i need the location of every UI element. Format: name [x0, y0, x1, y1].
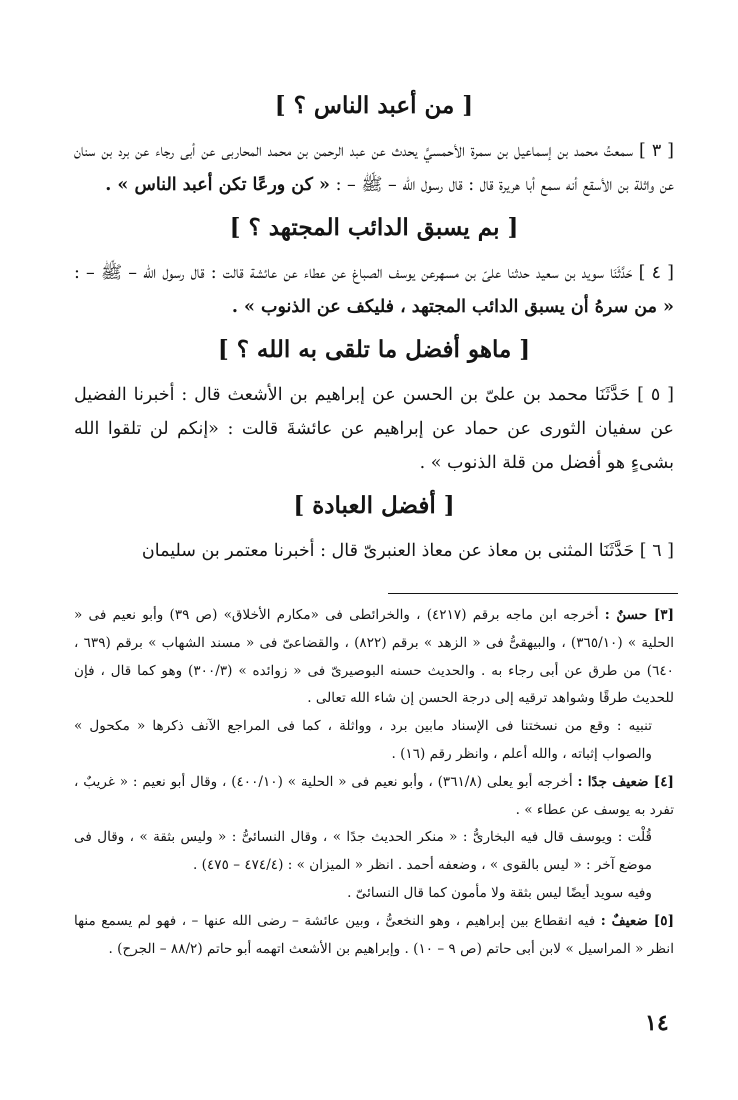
footnote-4-comment: قُلْت : ويوسف قال فيه البخارىُّ : « منكر الحديث جدًا » ، وقال النسائىُّ : « وليس بثقة » ، وقال فى موضع آخر : « ليس بالقوى » ، وضعفه أحمد . انظر « الميزان » : (٤٧٤/٤ – ٤٧٥) . [74, 829, 652, 874]
footnote-3-grade: [٣] حسنٌ : [604, 607, 675, 623]
footnote-4-grade: [٤] ضعيف جدًا : [577, 773, 674, 790]
footnote-3-notice: تنبيه : وقع من نسختنا فى الإسناد مابين برد ، وواثلة ، كما فى المراجع الآنف ذكرها « مكحول » والصواب إثباته ، والله أعلم ، وانظر رقم (١٦) . [74, 718, 652, 762]
section-heading-2: [ بم يسبق الدائب المجتهد ؟ ] [229, 214, 519, 241]
hadith-4-saying: « من سرهُ أن يسبق الدائب المجتهد ، فليكف عن الذنوب » . [231, 297, 674, 317]
footnote-4 [74, 769, 674, 825]
hadith-6: [ ٦ ] حَدَّثَنَا المثنى بن معاذ عن معاذ العنبرىّ قال : أخبرنا معتمر بن سليمان [141, 541, 674, 561]
hadith-3-chain: [ ٣ ] سمعتُ محمد بن إسماعيل بن سمرة الأحمسيَّ يحدث عن عبد الرحمن بن محمد المحاربى عن أبى رجاء عن برد بن سنان عن واثلة بن الأسقع أنه سمع أبا هريرة قال : قال رسول الله – ﷺ – : [74, 141, 675, 195]
footnotes [74, 602, 674, 963]
section-heading-1: [ من أعبد الناس ؟ ] [274, 92, 474, 119]
section-heading-3: [ ماهو أفضل ما تلقى به الله ؟ ] [217, 336, 531, 363]
footnote-5-text: فيه انقطاع بين إبراهيم ، وهو النخعىُّ ، وبين عائشة – رضى الله عنها – ، فهو لم يسمع منها انظر « المراسيل » لابن أبى حاتم (ص ٩ – ١٠) . وإبراهيم بن الأشعث اتهمه أبو حاتم (٨٨/٢ – الجرح) . [74, 912, 674, 957]
main-text [74, 80, 674, 570]
hadith-5: [ ٥ ] حَدَّثَنَا محمد بن علىّ بن الحسن عن إبراهيم بن الأشعث قال : أخبرنا الفضيل عن سفيان الثورى عن حماد عن إبراهيم عن عائشةَ قالت : «إنكم لن تلقوا الله بشىءٍ هو أفضل من قلة الذنوب » . [74, 385, 674, 473]
footnote-3-text: أخرجه ابن ماجه برقم (٤٢١٧) ، والخرائطى فى «مكارم الأخلاق» (ص ٣٩) وأبو نعيم فى « الحلية » (٣٦٥/١٠) ، والبيهقىُّ فى « الزهد » برقم (٨٢٢) ، والقضاعىّ فى « مسند الشهاب » برقم (٦٣٩ ، ٦٤٠) من طرق عن أبى رجاء به . والحديث حسنه البوصيرىّ فى « زوائده » (٣٠٠/٣) وهو كما قال ، فإن للحديث طرقًا وشواهد ترقيه إلى درجة الحسن إن شاء الله تعالى . [74, 607, 674, 707]
hadith-4 [74, 256, 674, 324]
footnote-3 [74, 602, 674, 713]
page-number: ١٤ [645, 1010, 669, 1036]
footnote-5 [74, 908, 674, 964]
hadith-4-chain: [ ٤ ] حَدَّثَنَا سويد بن سعيد حدثنا علىّ بن مسهرعن يوسف الصباغ عن عطاء عن عائشة قالت : قال رسول الله – ﷺ – : [74, 263, 674, 283]
footnote-5-grade: [٥] ضعيفٌ : [600, 912, 674, 929]
footnote-divider [388, 593, 678, 594]
hadith-3 [74, 134, 674, 202]
section-heading-4: [ أفضل العبادة ] [293, 492, 455, 519]
hadith-3-saying: « كن ورعًا تكن أعبد الناس » . [105, 175, 330, 195]
footnote-4-text: أخرجه أبو يعلى (٣٦١/٨) ، وأبو نعيم فى « الحلية » (٤٠٠/١٠) ، وقال أبو نعيم : « غريبٌ ، تفرد به يوسف عن عطاء » . [74, 773, 674, 818]
footnote-4-suwayd: وفيه سويد أيضًا ليس بثقة ولا مأمون كما قال النسائىّ . [347, 884, 652, 901]
